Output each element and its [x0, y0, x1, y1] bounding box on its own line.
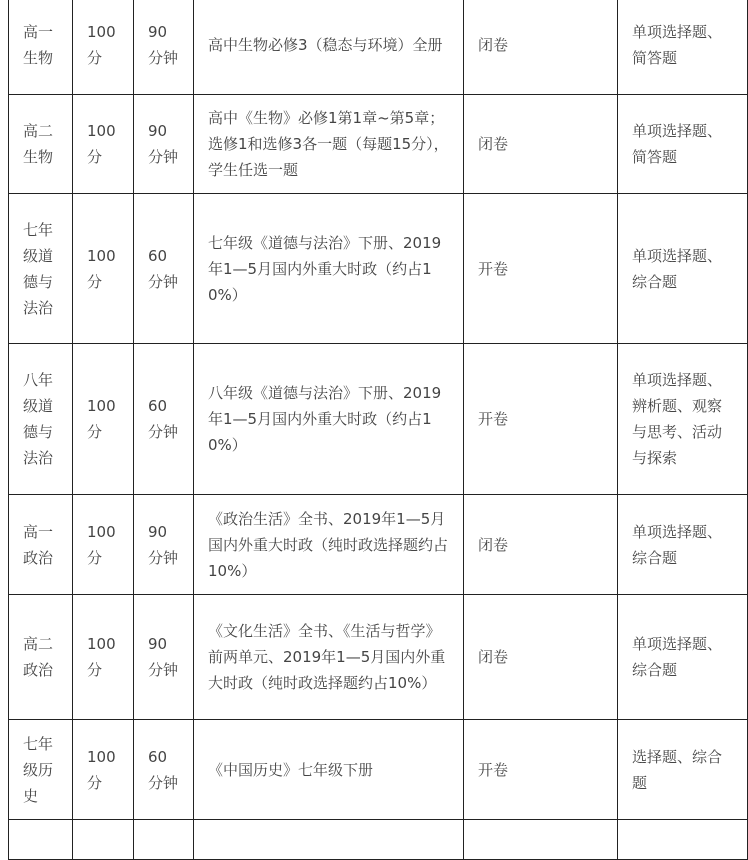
cell-types: 单项选择题、综合题 [618, 194, 748, 344]
cell-types: 单项选择题、辨析题、观察与思考、活动与探索 [618, 344, 748, 495]
cell-format: 开卷 [464, 720, 618, 820]
table-row [9, 194, 748, 344]
empty-cell [618, 820, 748, 860]
cell-format: 闭卷 [464, 495, 618, 595]
empty-cell [73, 820, 134, 860]
empty-cell [194, 820, 464, 860]
table-row [9, 0, 748, 95]
cell-subject: 八年级道德与法治 [9, 344, 73, 495]
cell-format: 开卷 [464, 194, 618, 344]
cell-types: 单项选择题、简答题 [618, 95, 748, 194]
cell-scope: 高中《生物》必修1第1章~第5章；选修1和选修3各一题（每题15分），学生任选一题 [194, 95, 464, 194]
cell-subject: 七年级道德与法治 [9, 194, 73, 344]
cell-scope: 七年级《道德与法治》下册、2019年1—5月国内外重大时政（约占10%） [194, 194, 464, 344]
cell-time: 90分钟 [134, 595, 194, 720]
table-row [9, 595, 748, 720]
cell-subject: 高一生物 [9, 0, 73, 95]
table-row [9, 495, 748, 595]
cell-format: 闭卷 [464, 595, 618, 720]
cell-time: 60分钟 [134, 194, 194, 344]
cell-score: 100分 [73, 194, 134, 344]
cell-time: 60分钟 [134, 344, 194, 495]
cell-score: 100分 [73, 0, 134, 95]
cell-subject: 高一政治 [9, 495, 73, 595]
cell-scope: 《中国历史》七年级下册 [194, 720, 464, 820]
table-row-partial [9, 820, 748, 860]
table-row [9, 344, 748, 495]
cell-time: 90分钟 [134, 495, 194, 595]
cell-time: 60分钟 [134, 720, 194, 820]
cell-subject: 高二政治 [9, 595, 73, 720]
cell-scope: 《文化生活》全书、《生活与哲学》前两单元、2019年1—5月国内外重大时政（纯时政选择题约占10%） [194, 595, 464, 720]
cell-types: 单项选择题、综合题 [618, 495, 748, 595]
empty-cell [464, 820, 618, 860]
cell-score: 100分 [73, 95, 134, 194]
cell-format: 开卷 [464, 344, 618, 495]
cell-format: 闭卷 [464, 95, 618, 194]
cell-time: 90分钟 [134, 95, 194, 194]
cell-subject: 高二生物 [9, 95, 73, 194]
cell-types: 单项选择题、综合题 [618, 595, 748, 720]
exam-schedule-table [8, 0, 748, 860]
cell-types: 选择题、综合题 [618, 720, 748, 820]
cell-time: 90分钟 [134, 0, 194, 95]
cell-subject: 七年级历史 [9, 720, 73, 820]
cell-score: 100分 [73, 720, 134, 820]
cell-scope: 高中生物必修3（稳态与环境）全册 [194, 0, 464, 95]
table-row [9, 95, 748, 194]
cell-score: 100分 [73, 344, 134, 495]
empty-cell [9, 820, 73, 860]
table-row [9, 720, 748, 820]
cell-score: 100分 [73, 595, 134, 720]
cell-format: 闭卷 [464, 0, 618, 95]
cell-score: 100分 [73, 495, 134, 595]
empty-cell [134, 820, 194, 860]
cell-types: 单项选择题、简答题 [618, 0, 748, 95]
cell-scope: 《政治生活》全书、2019年1—5月国内外重大时政（纯时政选择题约占10%） [194, 495, 464, 595]
cell-scope: 八年级《道德与法治》下册、2019年1—5月国内外重大时政（约占10%） [194, 344, 464, 495]
